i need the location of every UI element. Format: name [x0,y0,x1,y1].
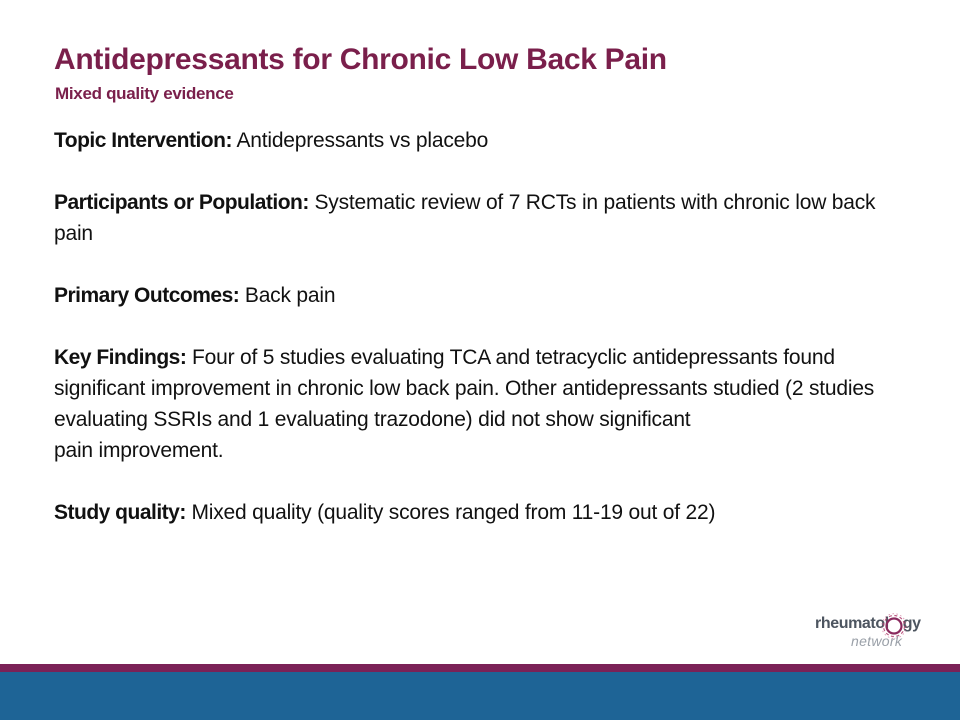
footer-band-blue [0,672,960,720]
study-quality-label: Study quality: [54,501,186,524]
key-findings [54,342,914,466]
primary-outcomes-label: Primary Outcomes: [54,284,240,307]
participants-population-label: Participants or Population: [54,191,309,214]
logo-word-end: gy [902,615,921,632]
primary-outcomes [54,280,914,311]
logo-word-start: rheumatol [815,615,889,632]
slide-content [54,125,914,559]
slide-title: Antidepressants for Chronic Low Back Pain [54,43,667,76]
slide-subtitle: Mixed quality evidence [55,84,234,103]
key-findings-text-cont: pain improvement. [54,439,224,462]
topic-intervention-text: Antidepressants vs placebo [236,129,489,152]
key-findings-label: Key Findings: [54,346,187,369]
logo-subword: network [851,633,903,649]
participants-population [54,187,914,249]
study-quality-text: Mixed quality (quality scores ranged from 11-19 out of 22) [191,501,716,524]
participants-population-text: Systematic review of 7 RCTs in patients with chronic low back pain [54,191,876,245]
study-quality [54,497,914,528]
primary-outcomes-text: Back pain [244,284,336,307]
topic-intervention [54,125,914,156]
footer-band-purple [0,664,960,672]
rheumatology-network-logo [815,613,930,655]
key-findings-text: Four of 5 studies evaluating TCA and tetracyclic antidepressants found significant improvement in chronic low back pain. Other antidepressants studied (2 studies evaluating SSRIs and 1 evaluating trazodone) did not show significant [54,346,875,431]
topic-intervention-label: Topic Intervention: [54,129,232,152]
